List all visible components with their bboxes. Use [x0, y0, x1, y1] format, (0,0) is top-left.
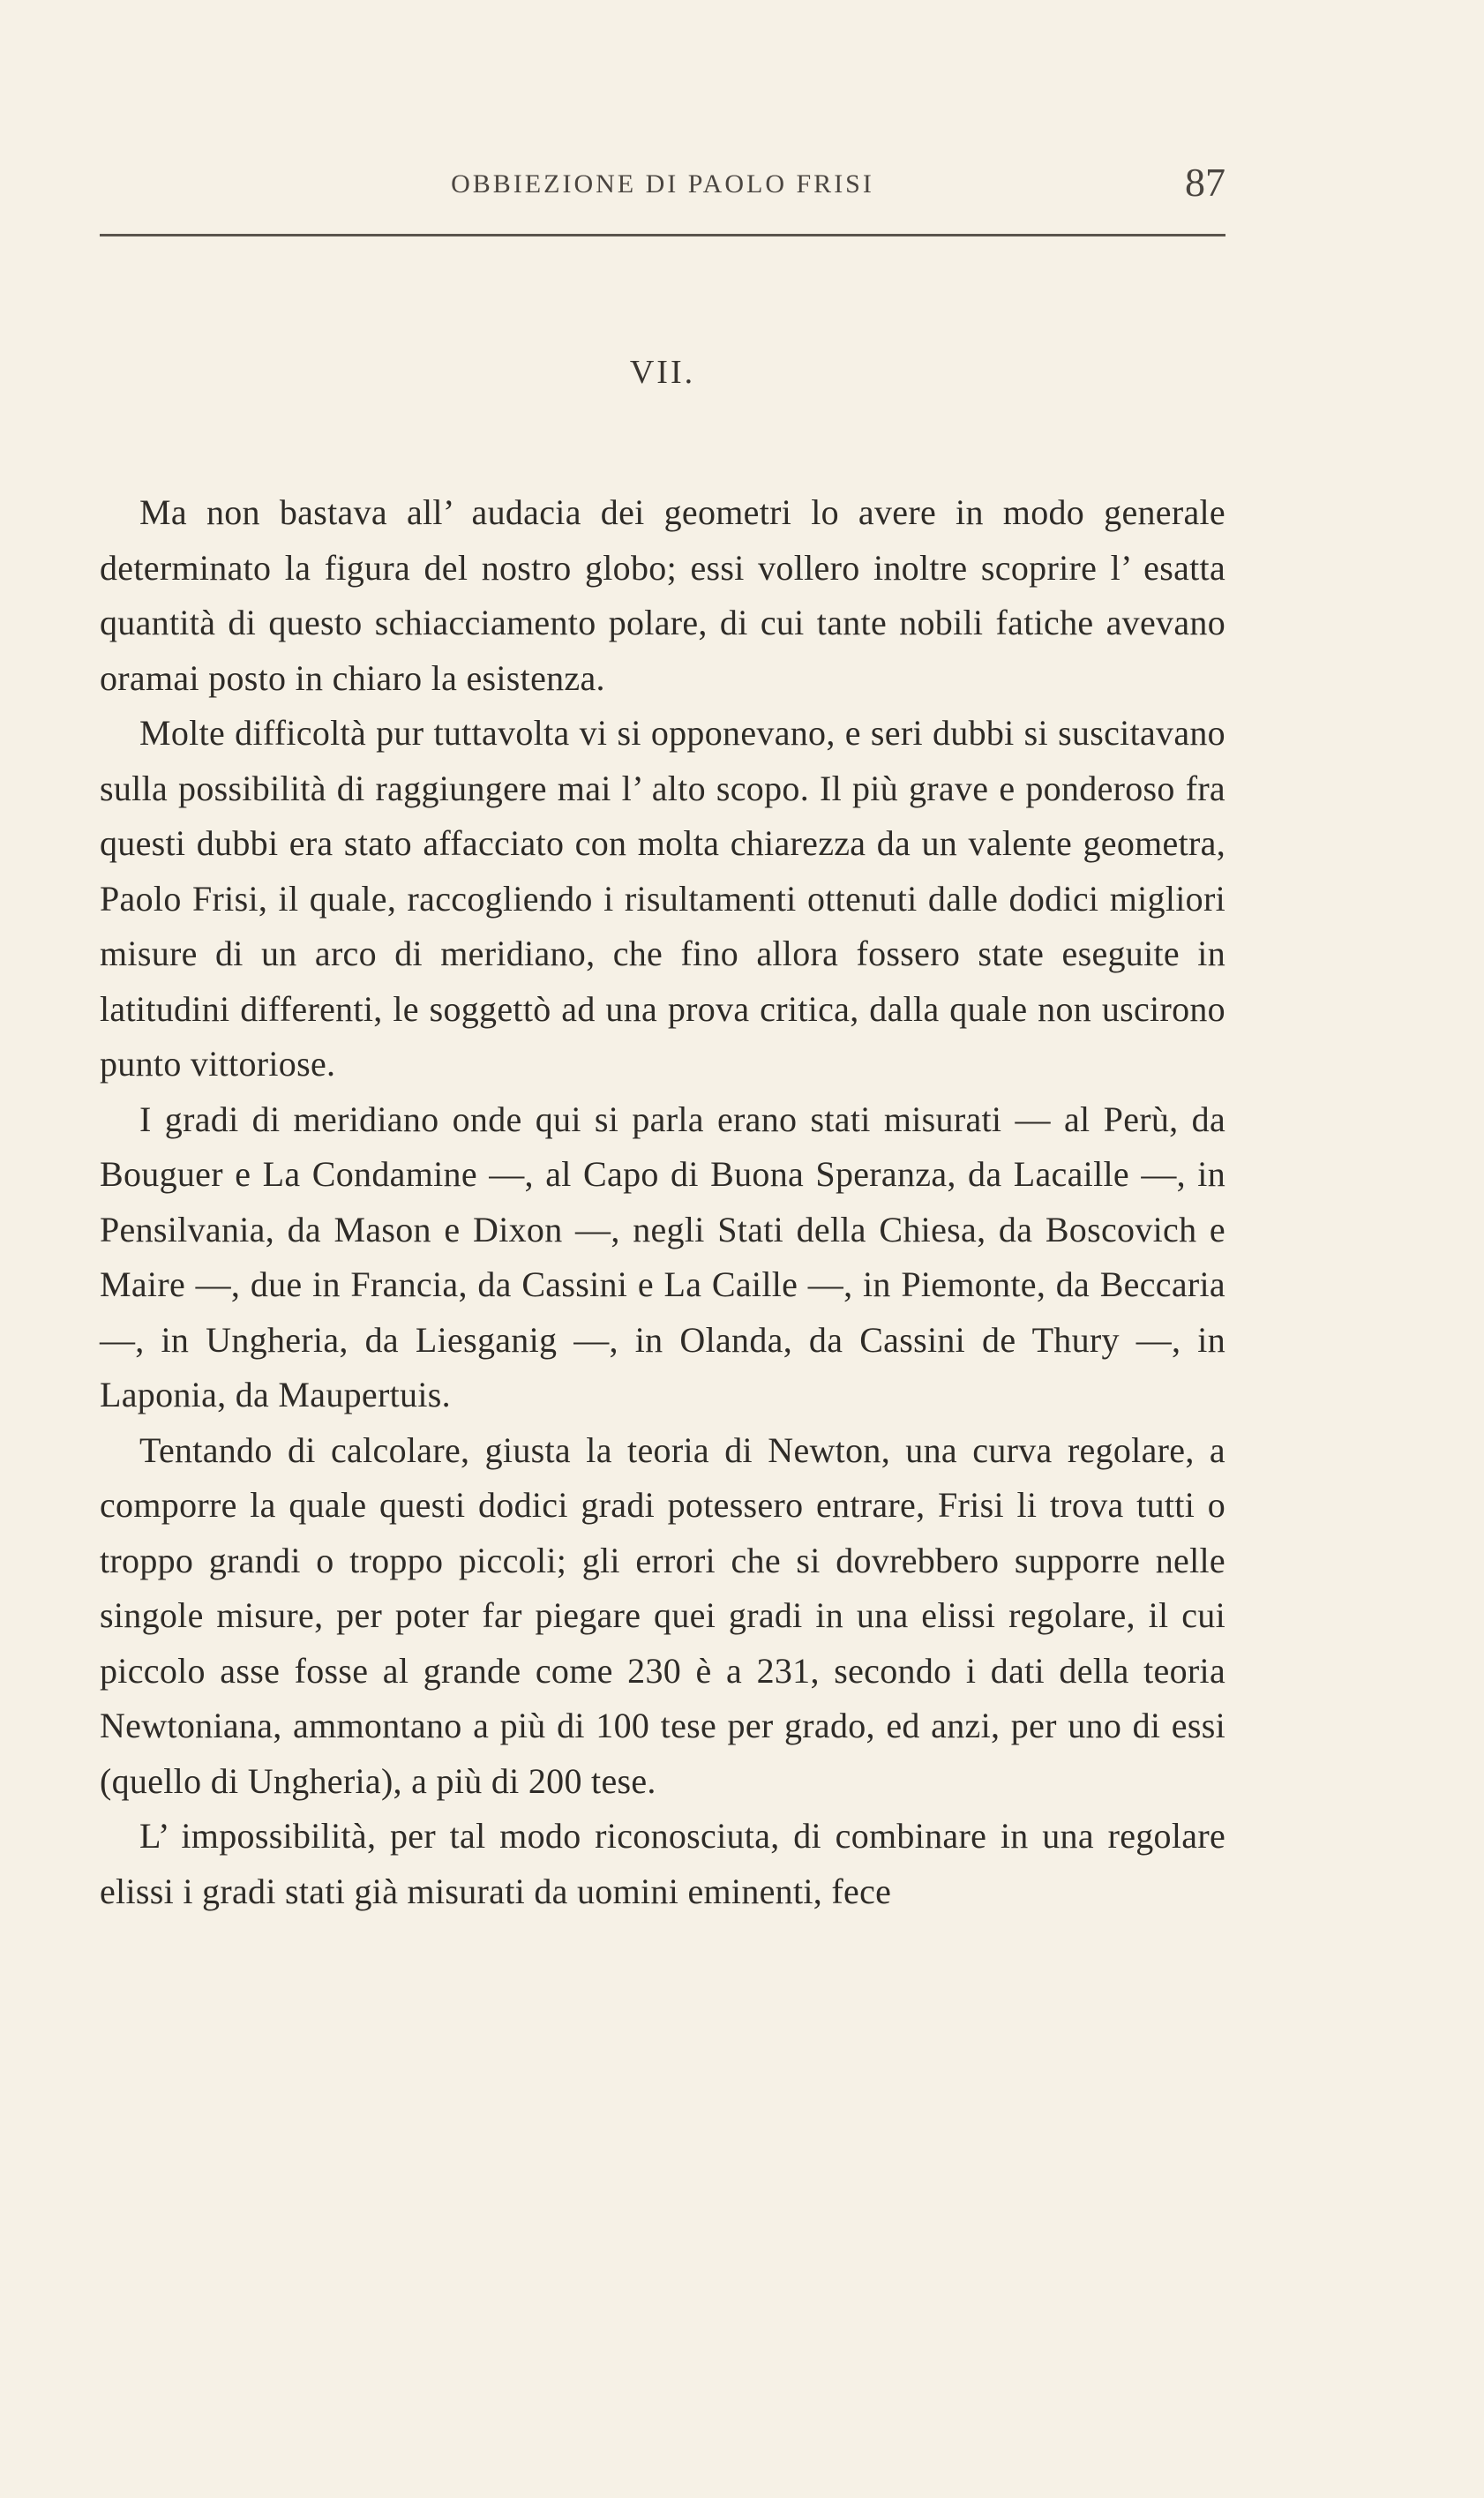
- paragraph: I gradi di meridiano onde qui si parla erano stati misurati — al Perù, da Bouguer e La Condamine —, al Capo di Buona Speranza, da Lacaille —, in Pensilvania, da Mason e Dixon —, negli Stati della Chiesa, da Boscovich e Maire —, due in Francia, da Cassini e La Caille —, in Piemonte, da Beccaria —, in Ungheria, da Liesganig —, in Olanda, da Cassini de Thury —, in Laponia, da Maupertuis.: [100, 1099, 1225, 1414]
- page-number: 87: [1185, 160, 1225, 205]
- paragraph: Molte difficoltà pur tuttavolta vi si opponevano, e seri dubbi si suscitavano sulla possibilità di raggiungere mai l’ alto scopo. Il più grave e ponderoso fra questi dubbi era stato affacciato con molta chiarezza da un valente geometra, Paolo Frisi, il quale, raccogliendo i risultamenti ottenuti dalle dodici migliori misure di un arco di meridiano, che fino allora fossero state eseguite in latitudini differenti, le soggettò ad una prova critica, dalla quale non uscirono punto vittoriose.: [100, 713, 1225, 1084]
- section-heading: VII.: [629, 354, 696, 391]
- running-head: OBBIEZIONE DI PAOLO FRISI: [451, 169, 874, 199]
- body-text: [100, 485, 1225, 1919]
- paragraph: L’ impossibilità, per tal modo riconosciuta, di combinare in una regolare elissi i gradi stati già misurati da uomini eminenti, fece: [100, 1816, 1225, 1911]
- paragraph: Tentando di calcolare, giusta la teoria di Newton, una curva regolare, a comporre la quale questi dodici gradi potessero entrare, Frisi li trova tutti o troppo grandi o troppo piccoli; gli errori che si dovrebbero supporre nelle singole misure, per poter far piegare quei gradi in una elissi regolare, il cui piccolo asse fosse al grande come 230 è a 231, secondo i dati della teoria Newtoniana, ammontano a più di 100 tese per grado, ed anzi, per uno di essi (quello di Ungheria), a più di 200 tese.: [100, 1429, 1225, 1801]
- page-header: [100, 159, 1225, 238]
- header-rule: [100, 234, 1225, 236]
- paragraph: Ma non bastava all’ audacia dei geometri lo avere in modo generale determinato la figura del nostro globo; essi vollero inoltre scoprire l’ esatta quantità di questo schiacciamento polare, di cui tante nobili fatiche avevano oramai posto in chiaro la esistenza.: [100, 492, 1225, 698]
